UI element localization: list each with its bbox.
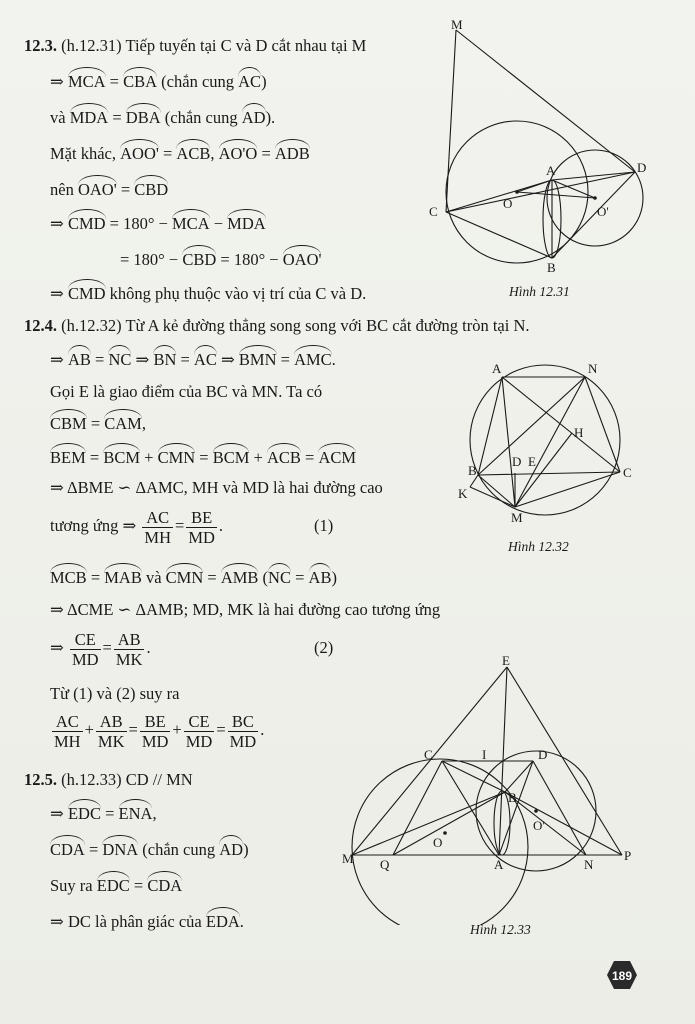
- page-number-badge: [606, 960, 638, 990]
- text-span: (h.12.31) Tiếp tuyến tại C và D cắt nhau tại M: [57, 36, 367, 55]
- arc-notation: CMN: [157, 448, 196, 467]
- text-span: =: [158, 144, 177, 163]
- text-span: Suy ra: [50, 876, 97, 895]
- arc-notation: OAO': [282, 250, 322, 269]
- caption-12-33: Hình 12.33: [470, 922, 531, 937]
- text-span: (h.12.32) Từ A kẻ đường thẳng song song với BC cắt đường tròn tại N.: [57, 316, 530, 335]
- arc-notation: CMD: [67, 284, 106, 303]
- text-span: (chắn cung: [160, 108, 242, 127]
- fig33-label-b: B: [508, 790, 517, 805]
- arc-notation: AMC: [294, 350, 332, 369]
- fig33-label-m: M: [342, 851, 354, 866]
- line-12-4-6: ⇒ ΔBME ∽ ΔAMC, MH và MD là hai đường cao: [50, 478, 383, 497]
- text-span: MH: [144, 527, 171, 547]
- text-span: (chắn cung: [157, 72, 239, 91]
- line-12-4-3: Gọi E là giao điểm của BC và MN. Ta có: [50, 382, 323, 401]
- arc-notation: EDC: [67, 804, 101, 823]
- line-12-4-4: [50, 414, 146, 434]
- line-12-3-2: [50, 72, 267, 92]
- text-span: ): [331, 568, 337, 587]
- fig31-label-o-prime: O': [597, 204, 609, 219]
- line-12-4-10: ⇒ $\frac{CE}{MD}$ = $\frac{AB}{MK}$ . (2): [50, 629, 334, 669]
- text-span: ⇒: [131, 350, 154, 369]
- text-span: nên: [50, 180, 78, 199]
- text-span: =: [195, 448, 213, 467]
- arc-notation: MAB: [104, 568, 142, 587]
- circle-32: [470, 365, 620, 515]
- text-span: MD: [229, 731, 257, 751]
- text-span: MD: [141, 731, 169, 751]
- text-span: =: [85, 448, 104, 467]
- arc-notation: BMN: [238, 350, 277, 369]
- fig32-label-c: C: [623, 465, 632, 480]
- arc-notation: CMD: [67, 214, 106, 233]
- fig33-label-n: N: [584, 857, 594, 872]
- text-span: =: [90, 350, 109, 369]
- text-span: =: [290, 568, 309, 587]
- text-span: MD: [71, 649, 99, 669]
- text-span: ⇒: [50, 72, 68, 91]
- line-12-3-5: [50, 180, 168, 200]
- fig31-label-d: D: [637, 160, 647, 175]
- text-span: ⇒ DC là phân giác của: [50, 912, 206, 931]
- line-12-3-7: [120, 250, 321, 270]
- text-span: MH: [54, 731, 81, 751]
- fig33-label-p: P: [624, 848, 632, 863]
- text-span: =: [257, 144, 275, 163]
- text-span: =: [84, 840, 103, 859]
- arc-notation: ACB: [266, 448, 301, 467]
- text-span: .: [146, 638, 151, 657]
- line-12-4-2: [50, 350, 336, 370]
- figure-12-31: [415, 20, 685, 290]
- arc-notation: EDC: [96, 876, 130, 895]
- arc-notation: AMB: [220, 568, 259, 587]
- arc-notation: CDA: [147, 876, 183, 895]
- arc-notation: AOO': [120, 144, 159, 163]
- fig33-label-c: C: [424, 747, 433, 762]
- line-12-5-4: [50, 876, 182, 896]
- text-span: =: [203, 568, 221, 587]
- text-span: =: [108, 108, 126, 127]
- arc-notation: BN: [153, 350, 177, 369]
- arc-notation: AC: [238, 72, 262, 91]
- text-span: BE: [140, 712, 171, 732]
- text-span: ⇒: [216, 350, 239, 369]
- fig32-label-e: E: [528, 454, 536, 469]
- arc-notation: NC: [108, 350, 132, 369]
- text-span: (: [258, 568, 269, 587]
- arc-notation: MDA: [227, 214, 266, 233]
- text-span: .: [331, 350, 336, 369]
- fig33-label-d: D: [538, 747, 548, 762]
- text-span: ⇒: [50, 638, 68, 657]
- text-span: tương ứng ⇒: [50, 516, 141, 535]
- arc-notation: CMN: [165, 568, 204, 587]
- text-span: =: [116, 180, 135, 199]
- text-span: ,: [210, 144, 219, 163]
- arc-notation: CBM: [50, 414, 87, 433]
- fig31-label-a: A: [546, 163, 556, 178]
- text-span: ): [243, 840, 249, 859]
- fig32-label-n: N: [588, 361, 598, 376]
- arc-notation: CDA: [50, 840, 85, 859]
- fig33-label-a: A: [494, 857, 504, 872]
- figure-12-32: [440, 355, 645, 530]
- line-12-3-4: [50, 144, 310, 164]
- fig32-label-b: B: [468, 463, 477, 478]
- fig31-label-o: O: [503, 196, 513, 211]
- arc-notation: ENA: [118, 804, 153, 823]
- text-span: +: [140, 448, 158, 467]
- text-span: (chắn cung: [138, 840, 220, 859]
- line-12-4-5: [50, 448, 356, 468]
- text-span: CE: [184, 712, 215, 732]
- fig32-label-a: A: [492, 361, 502, 376]
- text-span: −: [209, 214, 228, 233]
- line-12-3-8: [50, 284, 366, 304]
- line-12-4-9: ⇒ ΔCME ∽ ΔAMB; MD, MK là hai đường cao tương ứng: [50, 600, 441, 619]
- arc-notation: MCB: [50, 568, 87, 587]
- text-span: ⇒: [50, 350, 68, 369]
- arc-notation: CBD: [134, 180, 169, 199]
- text-span: ⇒: [50, 804, 68, 823]
- arc-notation: MDA: [69, 108, 109, 127]
- problem-12-3-header: [24, 36, 366, 56]
- fig32-label-m: M: [511, 510, 523, 525]
- fig31-label-c: C: [429, 204, 438, 219]
- fig31-label-m: M: [451, 20, 463, 32]
- fig32-label-d: D: [512, 454, 522, 469]
- text-span: MD: [185, 731, 213, 751]
- text-span: không phụ thuộc vào vị trí của C và D.: [105, 284, 367, 303]
- text-span: =: [86, 414, 105, 433]
- text-span: ): [261, 72, 267, 91]
- text-span: và: [50, 108, 70, 127]
- line-12-4-12: $\frac{AC}{MH}$ + $\frac{AB}{MK}$ = $\frac{BE}{MD}$ + $\frac{CE}{MD}$ = $\frac{BC}{MD}$ .: [54, 711, 265, 751]
- page-number: 189: [611, 969, 633, 983]
- text-span: MK: [115, 649, 143, 669]
- text-span: AB: [96, 712, 127, 732]
- text-span: MD: [188, 527, 215, 547]
- arc-notation: ACM: [318, 448, 357, 467]
- text-span: (h.12.33) CD // MN: [57, 770, 193, 789]
- text-span: 12.3.: [24, 36, 57, 55]
- text-span: =: [105, 72, 124, 91]
- line-12-5-2: [50, 804, 157, 824]
- fig32-label-h: H: [574, 425, 584, 440]
- text-span: =: [129, 876, 148, 895]
- caption-12-32: Hình 12.32: [508, 539, 569, 554]
- arc-notation: BCM: [103, 448, 141, 467]
- fig33-label-e: E: [502, 655, 510, 668]
- text-span: ⇒: [50, 284, 68, 303]
- arc-notation: AD: [241, 108, 266, 127]
- text-span: BC: [228, 712, 259, 732]
- text-span: AC: [142, 508, 173, 528]
- text-span: = 180° −: [105, 214, 173, 233]
- text-span: MK: [97, 731, 125, 751]
- text-span: (2): [314, 638, 334, 657]
- text-span: ,: [141, 414, 146, 433]
- arc-notation: OAO': [77, 180, 117, 199]
- text-span: = 180° −: [120, 250, 183, 269]
- problem-12-5-header: [24, 770, 193, 790]
- problem-12-4-header: [24, 316, 530, 336]
- arc-notation: DNA: [102, 840, 139, 859]
- text-span: ⇒: [50, 214, 68, 233]
- fig31-label-b: B: [547, 260, 556, 275]
- fig33-label-o-prime: O': [533, 818, 545, 833]
- fig33-label-i: I: [482, 747, 487, 762]
- line-12-5-3: [50, 840, 249, 860]
- arc-notation: AB: [308, 568, 332, 587]
- line-12-4-8: [50, 568, 337, 588]
- line-12-3-6: [50, 214, 266, 234]
- arc-notation: CAM: [104, 414, 142, 433]
- arc-notation: MCA: [172, 214, 210, 233]
- arc-notation: CBA: [123, 72, 158, 91]
- arc-notation: AB: [67, 350, 91, 369]
- caption-12-31: Hình 12.31: [509, 284, 570, 299]
- text-span: =: [176, 350, 194, 369]
- arc-notation: BCM: [212, 448, 250, 467]
- text-span: = 180° −: [216, 250, 283, 269]
- fig33-label-q: Q: [380, 857, 390, 872]
- line-12-3-3: [50, 108, 275, 128]
- text-span: ).: [265, 108, 276, 127]
- fig32-label-k: K: [458, 486, 468, 501]
- text-span: =: [300, 448, 319, 467]
- arc-notation: CBD: [182, 250, 217, 269]
- arc-notation: BEM: [50, 448, 86, 467]
- text-span: 12.5.: [24, 770, 57, 789]
- text-span: .: [239, 912, 244, 931]
- text-span: +: [249, 448, 267, 467]
- text-span: và: [141, 568, 166, 587]
- text-span: AC: [52, 712, 83, 732]
- text-span: Mặt khác,: [50, 144, 121, 163]
- text-span: BE: [186, 508, 217, 528]
- text-span: =: [86, 568, 105, 587]
- text-span: AB: [114, 630, 145, 650]
- tangent-md: [456, 30, 635, 172]
- text-span: =: [100, 804, 119, 823]
- tangent-mc: [446, 30, 456, 212]
- text-span: =: [276, 350, 295, 369]
- arc-notation: EDA: [205, 912, 240, 931]
- line-12-4-11: Từ (1) và (2) suy ra: [50, 684, 180, 703]
- arc-notation: ADB: [274, 144, 310, 163]
- figure-12-33: [340, 655, 680, 925]
- arc-notation: AO'O: [218, 144, 258, 163]
- arc-notation: NC: [268, 568, 291, 587]
- text-span: .: [218, 516, 224, 535]
- arc-notation: AC: [193, 350, 217, 369]
- line-12-4-7: tương ứng ⇒ $\frac{AC}{MH}$ = $\frac{BE}{MD}$ . (1): [50, 507, 334, 547]
- text-span: CE: [70, 630, 101, 650]
- line-12-5-5: [50, 912, 244, 932]
- fig33-label-o: O: [433, 835, 443, 850]
- arc-notation: AD: [219, 840, 244, 859]
- text-span: (1): [314, 516, 334, 535]
- arc-notation: DBA: [125, 108, 161, 127]
- text-span: 12.4.: [24, 316, 57, 335]
- arc-notation: MCA: [67, 72, 106, 91]
- text-span: ,: [152, 804, 157, 823]
- arc-notation: ACB: [176, 144, 211, 163]
